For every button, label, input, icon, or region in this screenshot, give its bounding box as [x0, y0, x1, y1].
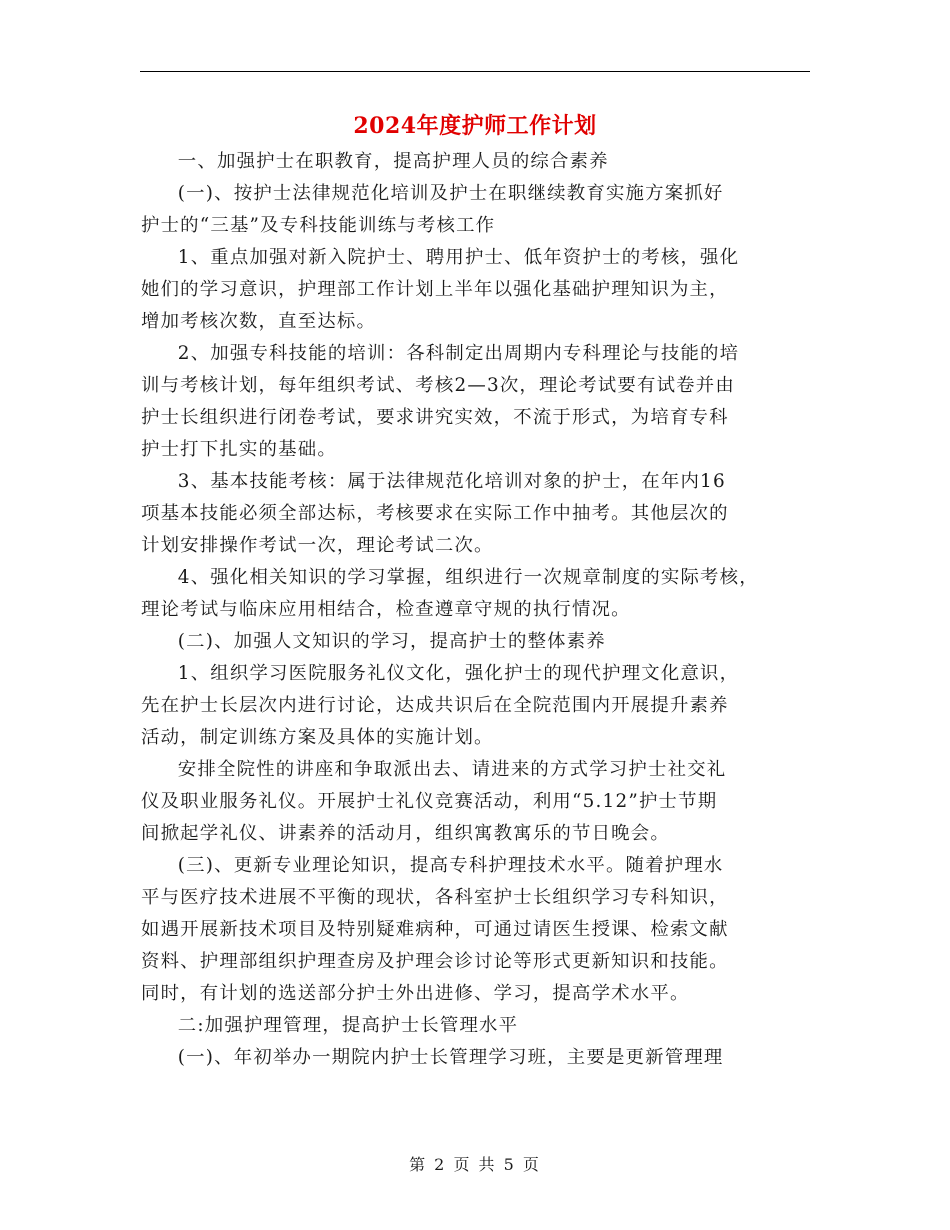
paragraph: 3、基本技能考核：属于法律规范化培训对象的护士，在年内16 项基本技能必须全部达标，考核要求在实际工作中抽考。其他层次的 计划安排操作考试一次，理论考试二次。: [141, 471, 729, 556]
paragraph: 1、重点加强对新入院护士、聘用护士、低年资护士的考核，强化 她们的学习意识，护理部工作计划上半年以强化基础护理知识为主， 增加考核次数，直至达标。: [141, 247, 740, 332]
paragraph: 1、组织学习医院服务礼仪文化，强化护士的现代护理文化意识， 先在护士长层次内进行讨论，达成共识后在全院范围内开展提升素养 活动，制定训练方案及具体的实施计划。: [141, 663, 740, 748]
paragraph: 安排全院性的讲座和争取派出去、请进来的方式学习护士社交礼 仪及职业服务礼仪。开展护士礼仪竞赛活动，利用“5.12”护士节期 间掀起学礼仪、讲素养的活动月，组织寓教寓乐的节日晚会。: [141, 759, 727, 844]
paragraph: (一)、年初举办一期院内护士长管理学习班，主要是更新管理理: [177, 1047, 724, 1068]
paragraph: (三)、更新专业理论知识，提高专科护理技术水平。随着护理水 平与医疗技术进展不平衡的现状，各科室护士长组织学习专科知识， 如遇开展新技术项目及特别疑难病种，可通过请医生授课、检索文献 资料、护理部组织护理查房及护理会诊讨论等形式更新知识和技能。 同时，有计划的选送部分护士外出进修、学习，提高学术水平。: [141, 855, 729, 1004]
document-title: 2024年度护师工作计划: [353, 113, 597, 139]
paragraph: 一、加强护士在职教育，提高护理人员的综合素养: [177, 151, 609, 172]
page-number: 第 2 页 共 5 页: [409, 1155, 541, 1174]
paragraph: (一)、按护士法律规范化培训及护士在职继续教育实施方案抓好 护士的“三基”及专科技能训练与考核工作: [141, 183, 724, 236]
paragraph: (二)、加强人文知识的学习，提高护士的整体素养: [177, 631, 606, 652]
document-body: [141, 146, 817, 1074]
paragraph: 2、加强专科技能的培训：各科制定出周期内专科理论与技能的培 训与考核计划，每年组织考试、考核2—3次，理论考试要有试卷并由 护士长组织进行闭卷考试，要求讲究实效，不流于形式，为培育专科 护士打下扎实的基础。: [141, 343, 740, 460]
paragraph: 4、强化相关知识的学习掌握，组织进行一次规章制度的实际考核， 理论考试与临床应用相结合，检查遵章守规的执行情况。: [141, 567, 759, 620]
paragraph: 二:加强护理管理，提高护士长管理水平: [177, 1015, 519, 1036]
header-rule: [140, 71, 810, 72]
